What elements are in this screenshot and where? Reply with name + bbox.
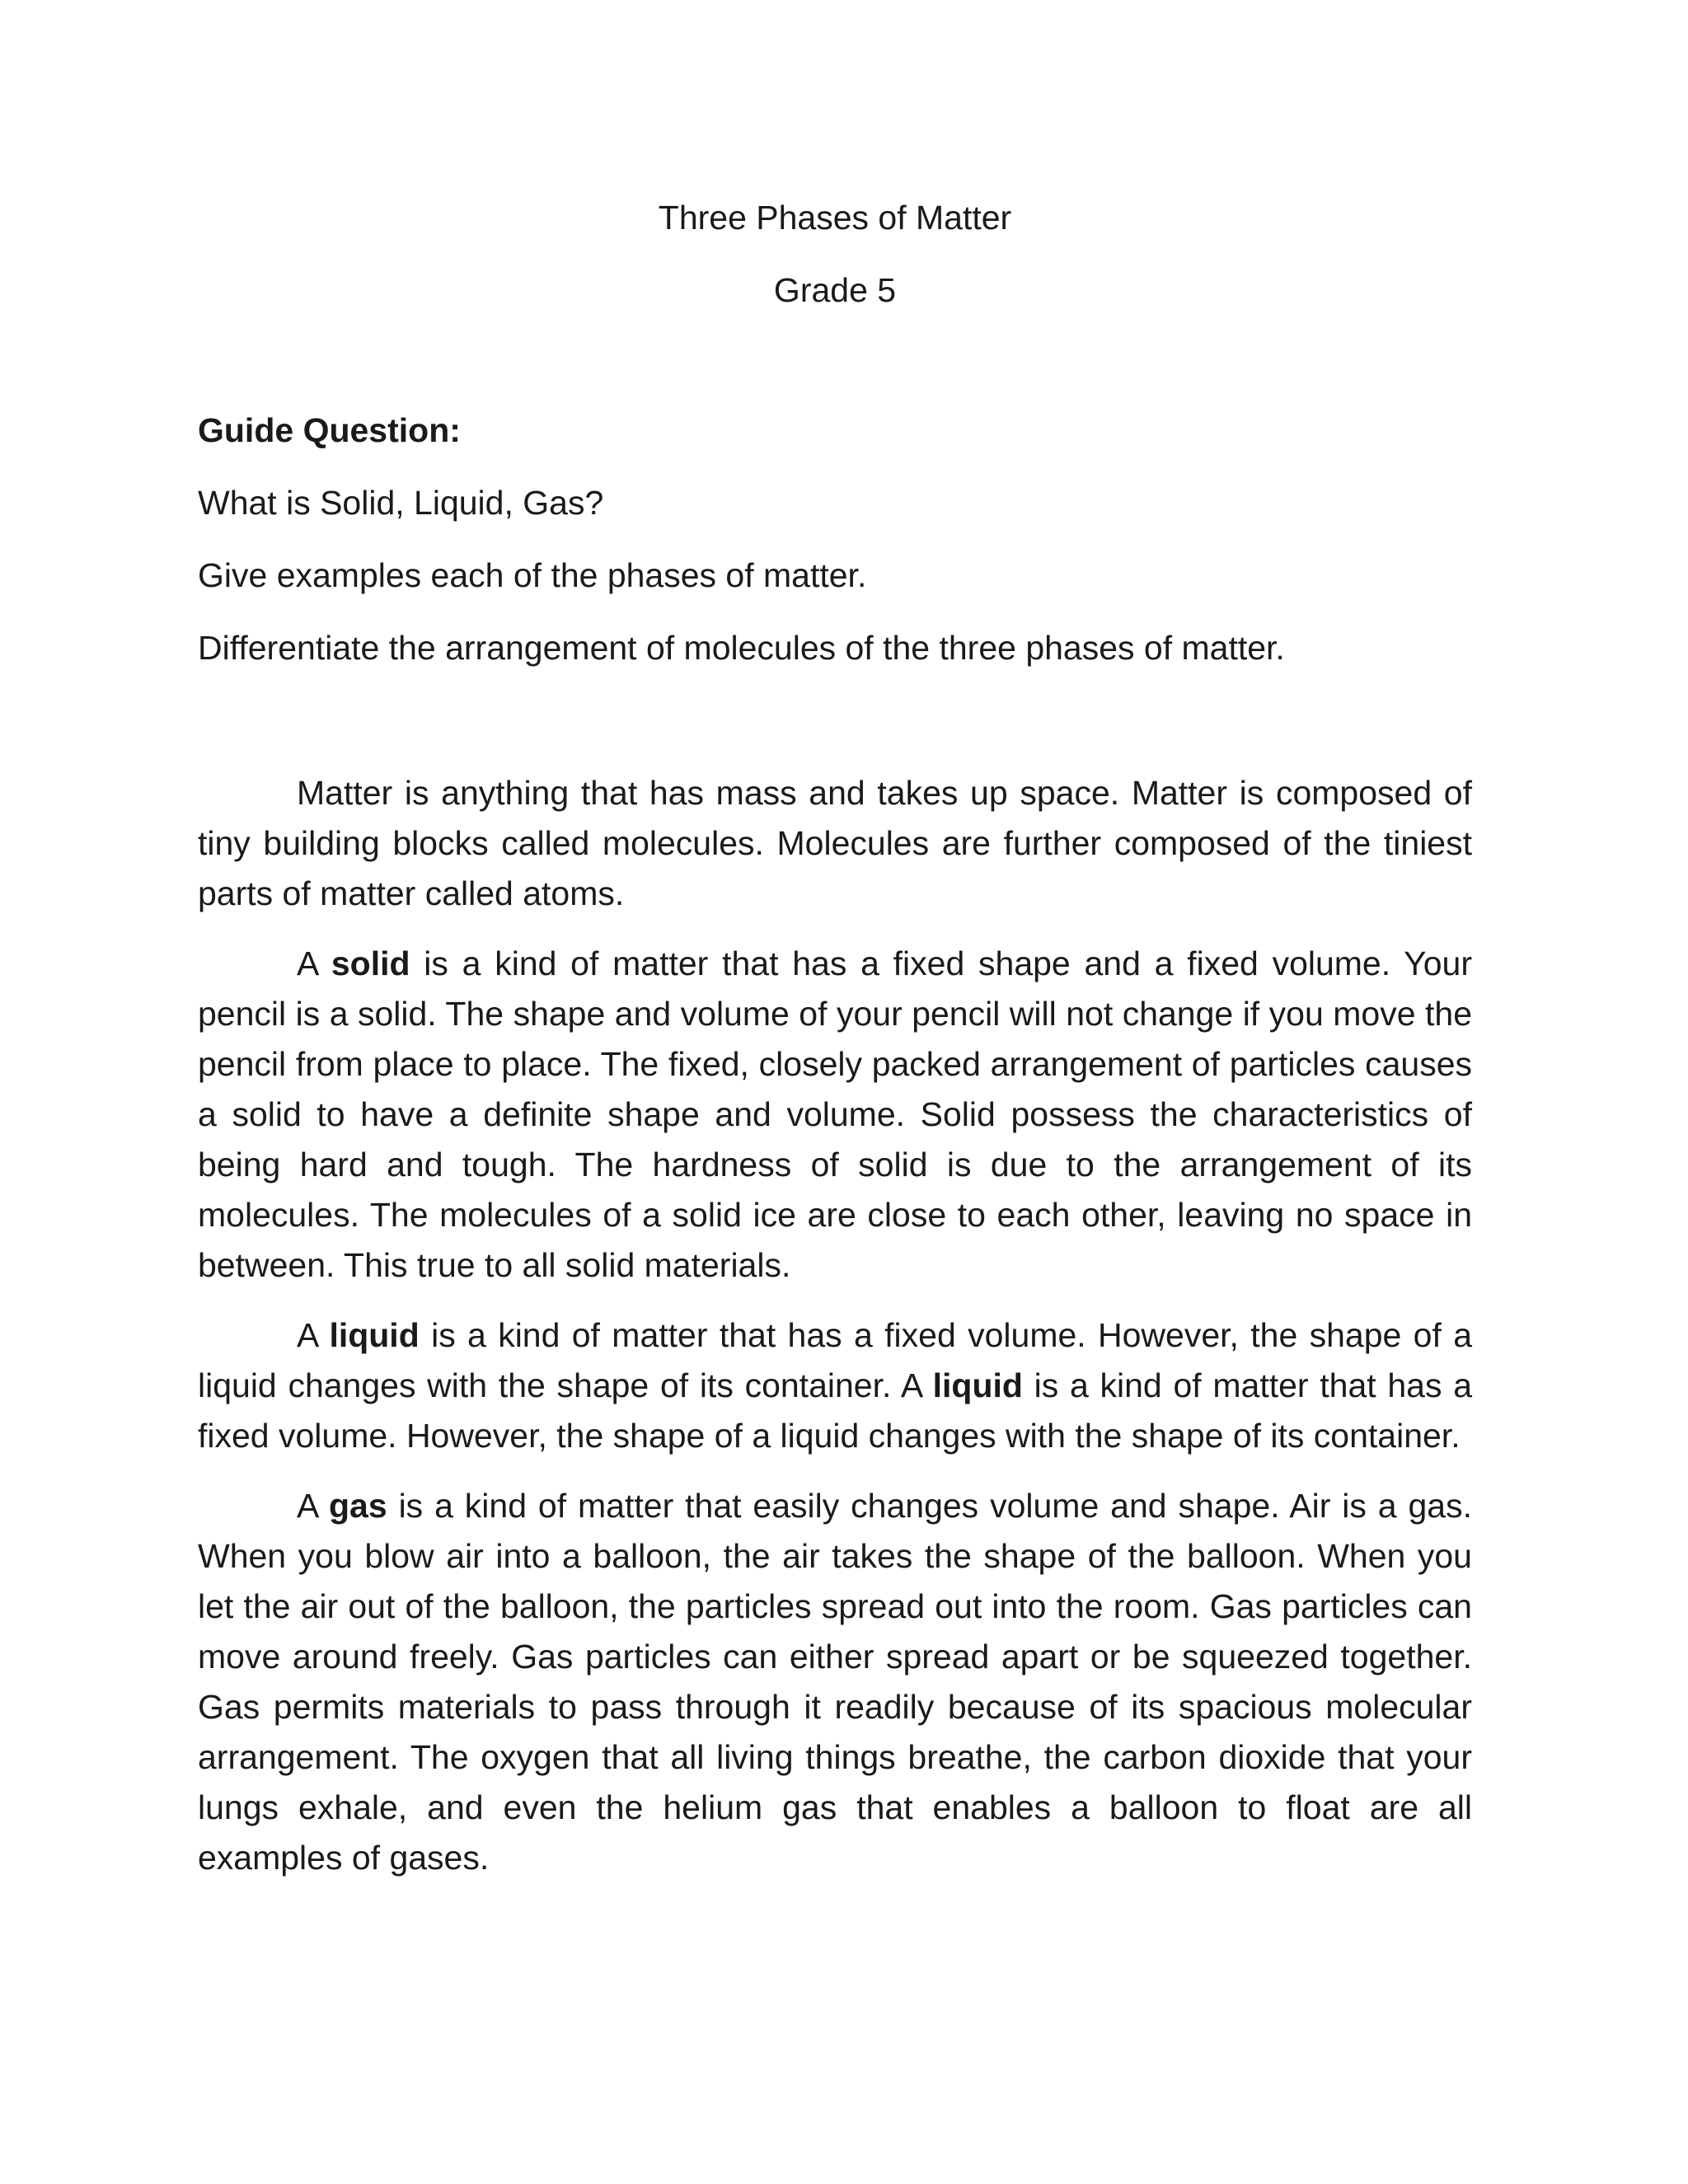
article-text: A	[297, 1487, 329, 1525]
document-title: Three Phases of Matter	[658, 199, 1012, 237]
article-text: A	[297, 1316, 330, 1354]
article-text: A	[297, 944, 331, 982]
guide-question-item: Differentiate the arrangement of molecules of the three phases of matter.	[198, 629, 1285, 667]
solid-term: solid	[331, 944, 410, 982]
solid-description: is a kind of matter that has a fixed shape and a fixed volume. Your pencil is a solid. The shape and volume of your pencil will not change if you move the pencil from place to place. The fixed, closely packed arrangement of particles causes a solid to have a definite shape and volume. Solid possess the characteristics of being hard and tough. The hardness of solid is due to the arrangement of its molecules. The molecules of a solid ice are close to each other, leaving no space in between. This true to all solid materials.	[198, 944, 1472, 1284]
guide-question-heading: Guide Question:	[198, 411, 461, 449]
grade-label: Grade 5	[773, 271, 897, 309]
liquid-description: is a kind of matter that has a fixed volume. However, the shape of a liquid changes with the shape of its container. A	[198, 1316, 1472, 1404]
solid-paragraph	[198, 939, 1472, 1291]
liquid-description: is a kind of matter that has a fixed volume. However, the shape of a liquid changes with the shape of its container.	[198, 1366, 1472, 1455]
guide-question-item: What is Solid, Liquid, Gas?	[198, 484, 604, 522]
gas-description: is a kind of matter that easily changes volume and shape. Air is a gas. When you blow air into a balloon, the air takes the shape of the balloon. When you let the air out of the balloon, the particles spread out into the room. Gas particles can move around freely. Gas particles can either spread apart or be squeezed together. Gas permits materials to pass through it readily because of its spacious molecular arrangement. The oxygen that all living things breathe, the carbon dioxide that your lungs exhale, and even the helium gas that enables a balloon to float are all examples of gases.	[198, 1487, 1472, 1877]
liquid-paragraph	[198, 1310, 1472, 1461]
gas-paragraph	[198, 1481, 1472, 1883]
liquid-term: liquid	[329, 1316, 420, 1354]
guide-question-item: Give examples each of the phases of matter.	[198, 556, 867, 594]
gas-term: gas	[329, 1487, 387, 1525]
liquid-term: liquid	[932, 1366, 1023, 1404]
document-body	[198, 196, 1472, 1903]
matter-definition-paragraph: Matter is anything that has mass and takes up space. Matter is composed of tiny building blocks called molecules. Molecules are further composed of the tiniest parts of matter called atoms.	[198, 774, 1472, 912]
